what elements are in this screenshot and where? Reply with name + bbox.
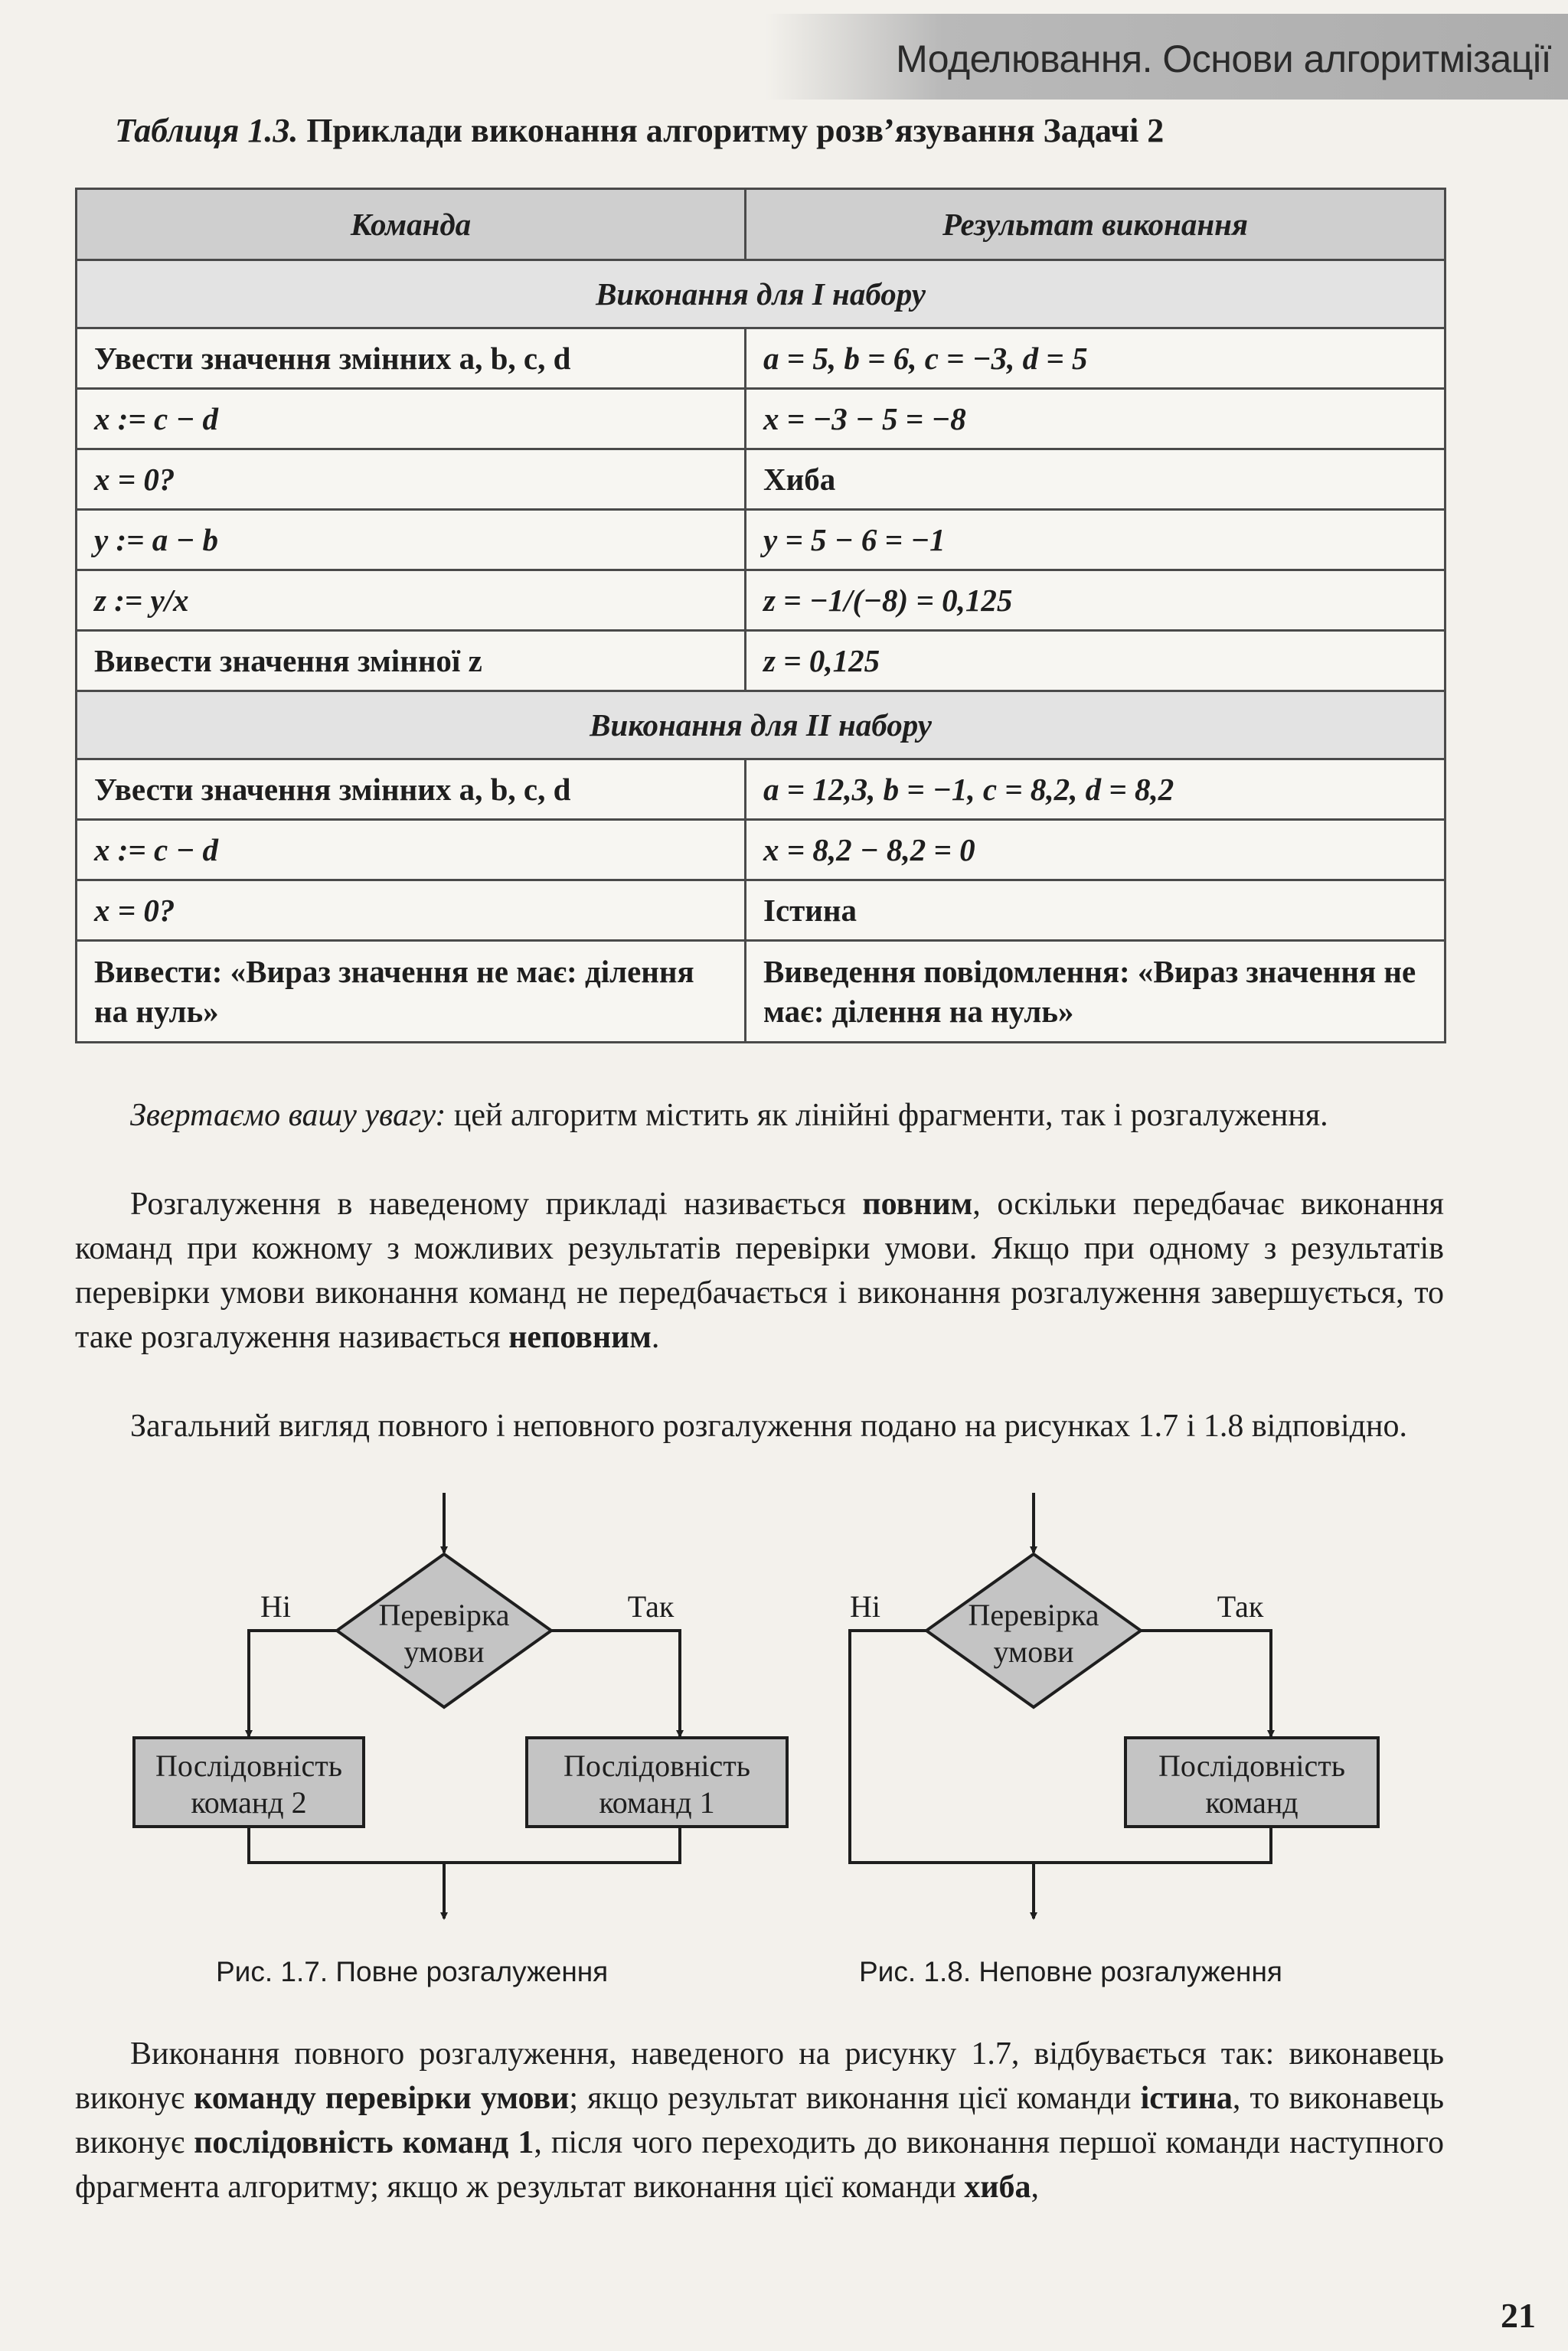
sequence-1-text-line2: команд 1 — [599, 1785, 715, 1820]
text-span: Виконання повного розгалуження, наведеного на рисунку 1.7, відбувається так: виконавець виконує — [75, 2036, 1444, 2116]
result-cell: Істина — [746, 880, 1446, 941]
table-caption — [115, 111, 1455, 150]
condition-text-line2: умови — [993, 1634, 1074, 1669]
command-cell: Вивести: «Вираз значення не має: ділення на нуль» — [77, 941, 746, 1043]
section-title-set1: Виконання для І набору — [77, 260, 1446, 328]
no-label: Ні — [260, 1589, 291, 1624]
table-row — [77, 631, 1446, 691]
table-caption-number: Таблиця 1.3. — [115, 112, 299, 149]
paragraph-branching-types — [75, 1182, 1444, 1360]
result-cell: a = 5, b = 6, c = −3, d = 5 — [746, 328, 1446, 389]
attention-text: цей алгоритм містить як лінійні фрагменти, так і розгалуження. — [446, 1098, 1328, 1133]
execution-table — [75, 188, 1446, 1043]
command-cell: x = 0? — [77, 449, 746, 510]
sequence-2-text-line1: Послідовність — [155, 1749, 342, 1783]
section-row-set1 — [77, 260, 1446, 328]
term-sequence-1: послідовність команд 1 — [194, 2125, 534, 2160]
sequence-2-text-line2: команд 2 — [191, 1785, 307, 1820]
result-cell: z = −1/(−8) = 0,125 — [746, 570, 1446, 631]
table-row — [77, 570, 1446, 631]
table-row — [77, 389, 1446, 449]
result-cell: a = 12,3, b = −1, c = 8,2, d = 8,2 — [746, 759, 1446, 820]
text-span: , після чого переходить до виконання першої команди наступного фрагмента алгоритму; якщо ж результат виконання цієї команди — [75, 2125, 1444, 2205]
yes-label: Так — [627, 1589, 675, 1624]
result-cell: z = 0,125 — [746, 631, 1446, 691]
table-row — [77, 941, 1446, 1043]
command-cell: x := c − d — [77, 820, 746, 880]
column-header-command: Команда — [77, 189, 746, 260]
figure-1-8-caption: Рис. 1.8. Неповне розгалуження — [859, 1956, 1282, 1987]
paragraph-full-branching-execution — [75, 2032, 1444, 2209]
figure-partial-branching — [827, 1493, 1409, 1929]
term-full: повним — [862, 1187, 973, 1222]
result-cell: x = −3 − 5 = −8 — [746, 389, 1446, 449]
table-row — [77, 759, 1446, 820]
text-span: , оскільки передбачає виконання команд при кожному з можливих результатів перевірки умови. Якщо при одному з результатів перевірки умови виконання команд не передбачається і виконання розгалуження завершується, то таке розгалуження називається — [75, 1187, 1444, 1355]
condition-text-line2: умови — [403, 1634, 485, 1669]
chapter-title: Моделювання. Основи алгоритмізації — [896, 38, 1551, 80]
term-partial: неповним — [508, 1320, 652, 1355]
text-span: ; якщо результат виконання цієї команди — [569, 2081, 1141, 2116]
text-span: . — [651, 1320, 660, 1355]
table-header-row — [77, 189, 1446, 260]
condition-text-line1: Перевірка — [968, 1598, 1099, 1632]
table-row — [77, 328, 1446, 389]
yes-branch-arrow — [1141, 1631, 1271, 1736]
result-cell: Виведення повідомлення: «Вираз значення не має: ділення на нуль» — [746, 941, 1446, 1043]
no-label: Ні — [850, 1589, 880, 1624]
sequence-1-text-line1: Послідовність — [564, 1749, 750, 1783]
term-false: хиба — [964, 2170, 1031, 2205]
term-condition-check: команду перевірки умови — [194, 2081, 570, 2116]
table-row — [77, 820, 1446, 880]
section-row-set2 — [77, 691, 1446, 759]
command-cell: Вивести значення змінної z — [77, 631, 746, 691]
condition-text-line1: Перевірка — [378, 1598, 510, 1632]
term-true: істина — [1140, 2081, 1233, 2116]
table-row — [77, 880, 1446, 941]
no-branch-arrow — [249, 1631, 337, 1736]
paragraph-figures-intro — [75, 1404, 1444, 1448]
figures-intro-text: Загальний вигляд повного і неповного розгалуження подано на рисунках 1.7 і 1.8 відповідно. — [130, 1409, 1408, 1444]
page-number: 21 — [1501, 2296, 1536, 2335]
table-caption-text: Приклади виконання алгоритму розв’язування Задачі 2 — [306, 112, 1165, 149]
chapter-header-band — [766, 14, 1568, 100]
sequence-text-line1: Послідовність — [1158, 1749, 1345, 1783]
figure-full-branching — [122, 1493, 812, 1929]
column-header-result: Результат виконання — [746, 189, 1446, 260]
section-title-set2: Виконання для ІІ набору — [77, 691, 1446, 759]
command-cell: z := y/x — [77, 570, 746, 631]
result-cell: y = 5 − 6 = −1 — [746, 510, 1446, 570]
result-cell: Хиба — [746, 449, 1446, 510]
figure-1-7-caption: Рис. 1.7. Повне розгалуження — [216, 1956, 609, 1987]
command-cell: y := a − b — [77, 510, 746, 570]
text-span: , то виконавець виконує — [75, 2081, 1444, 2160]
text-span: , — [1031, 2170, 1040, 2205]
table-row — [77, 449, 1446, 510]
command-cell: Увести значення змінних a, b, c, d — [77, 759, 746, 820]
yes-branch-arrow — [551, 1631, 680, 1736]
table-row — [77, 510, 1446, 570]
sequence-text-line2: команд — [1205, 1785, 1298, 1820]
command-cell: x := c − d — [77, 389, 746, 449]
yes-label: Так — [1217, 1589, 1264, 1624]
text-span: Розгалуження в наведеному прикладі називається — [130, 1187, 863, 1222]
merge-line — [249, 1827, 680, 1863]
attention-lead: Звертаємо вашу увагу: — [130, 1098, 446, 1133]
command-cell: Увести значення змінних a, b, c, d — [77, 328, 746, 389]
result-cell: x = 8,2 − 8,2 = 0 — [746, 820, 1446, 880]
paragraph-attention — [75, 1093, 1444, 1138]
command-cell: x = 0? — [77, 880, 746, 941]
